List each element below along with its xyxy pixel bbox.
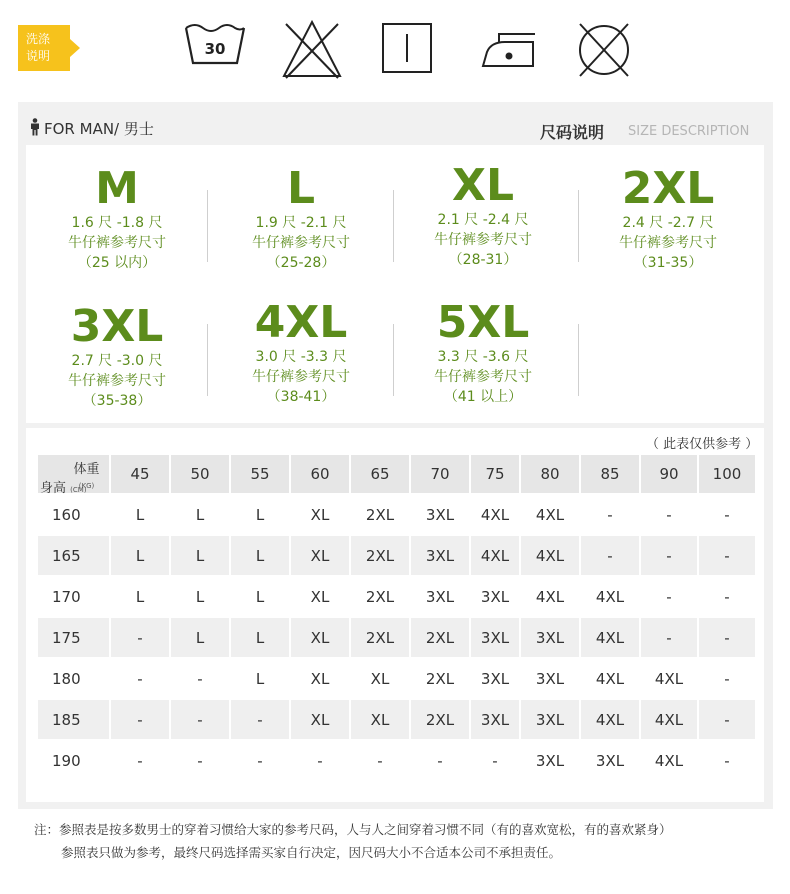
size-cell: 3XL (521, 700, 581, 741)
size-waist-range: （25-28） (266, 255, 336, 271)
iron-icon (475, 18, 539, 82)
size-cell: XL (291, 495, 351, 536)
size-cell: L (231, 536, 291, 577)
weight-header-cell: 65 (351, 455, 411, 495)
size-cell: L (171, 495, 231, 536)
table-header-row (38, 455, 757, 495)
wash-tag-line-2: 说明 (26, 49, 51, 63)
size-cell: 3XL (581, 741, 641, 782)
table-row (38, 700, 757, 741)
size-card-3xl (27, 303, 207, 411)
weight-header-cell: 80 (521, 455, 581, 495)
size-cell: L (171, 577, 231, 618)
size-card-4xl (211, 299, 391, 407)
weight-header-cell: 60 (291, 455, 351, 495)
size-description-subtitle: SIZE DESCRIPTION (628, 124, 750, 139)
size-cell: - (699, 577, 757, 618)
line-dry-icon (375, 18, 439, 82)
size-cell: 3XL (471, 659, 521, 700)
height-cell: 160 (38, 495, 111, 536)
size-cell: 4XL (471, 495, 521, 536)
height-label: 身高 (40, 481, 67, 496)
weight-header-cell: 90 (641, 455, 699, 495)
table-row (38, 741, 757, 782)
size-cell: L (171, 618, 231, 659)
size-jeans-ref: 牛仔裤参考尺寸 (434, 232, 532, 248)
size-cell: XL (351, 700, 411, 741)
for-man-text: FOR MAN/ 男士 (44, 120, 154, 138)
size-jeans-ref: 牛仔裤参考尺寸 (68, 373, 166, 389)
size-cell: 3XL (471, 700, 521, 741)
weight-header-cell: 55 (231, 455, 291, 495)
size-cell: 4XL (521, 577, 581, 618)
size-card-xl (393, 162, 573, 270)
size-cell: - (111, 700, 171, 741)
weight-header-cell: 85 (581, 455, 641, 495)
size-cell: - (699, 618, 757, 659)
size-card-l (211, 165, 391, 273)
footnote (34, 818, 672, 864)
size-cell: 2XL (351, 577, 411, 618)
weight-unit: (KG) (78, 482, 95, 490)
footnote-line-1: 注：参照表是按多数男士的穿着习惯给大家的参考尺码，人与人之间穿着习惯不同（有的喜欢宽松，有的喜欢紧身） (34, 822, 672, 837)
for-man-label (30, 118, 154, 140)
size-cell: 4XL (581, 659, 641, 700)
size-name: XL (452, 160, 514, 211)
size-card-2xl (578, 165, 758, 273)
size-cell: 4XL (641, 700, 699, 741)
no-dry-clean-icon (572, 18, 636, 82)
size-name: 5XL (436, 297, 530, 348)
size-cell: L (111, 536, 171, 577)
size-waist-range: （28-31） (448, 252, 518, 268)
size-cell: 2XL (411, 700, 471, 741)
table-row (38, 659, 757, 700)
height-cell: 190 (38, 741, 111, 782)
size-cell: XL (291, 618, 351, 659)
size-cell: 4XL (641, 659, 699, 700)
wash-tag-line-1: 洗涤 (26, 32, 51, 46)
size-cell: - (699, 495, 757, 536)
size-cell: 3XL (411, 577, 471, 618)
wash-instructions-tag (18, 25, 70, 71)
size-jeans-ref: 牛仔裤参考尺寸 (434, 369, 532, 385)
size-cell: - (641, 536, 699, 577)
divider (578, 324, 579, 396)
footnote-line-2: 参照表只做为参考，最终尺码选择需买家自行决定，因尺码大小不合适本公司不承担责任。 (61, 845, 562, 860)
size-cell: - (581, 495, 641, 536)
size-cell: 3XL (471, 618, 521, 659)
size-card-m (27, 165, 207, 273)
size-cell: L (231, 659, 291, 700)
no-bleach-icon (280, 18, 344, 82)
table-row (38, 618, 757, 659)
size-cell: 2XL (411, 659, 471, 700)
weight-header-cell: 75 (471, 455, 521, 495)
size-cell: - (581, 536, 641, 577)
size-height: 2.1 尺 -2.4 尺 (437, 212, 529, 228)
weight-header-cell: 100 (699, 455, 757, 495)
height-cell: 180 (38, 659, 111, 700)
size-cell: - (231, 741, 291, 782)
divider (207, 324, 208, 396)
size-cell: 3XL (471, 577, 521, 618)
size-cell: 3XL (411, 536, 471, 577)
size-name: M (95, 163, 139, 214)
size-cell: 2XL (351, 618, 411, 659)
size-cell: 4XL (641, 741, 699, 782)
size-name: 3XL (70, 301, 164, 352)
size-waist-range: （31-35） (633, 255, 703, 271)
size-cell: L (111, 577, 171, 618)
size-height: 2.7 尺 -3.0 尺 (71, 353, 163, 369)
size-jeans-ref: 牛仔裤参考尺寸 (619, 235, 717, 251)
wash-30-icon (183, 18, 247, 82)
size-cell: 4XL (581, 618, 641, 659)
weight-header-cell: 45 (111, 455, 171, 495)
size-cell: - (471, 741, 521, 782)
size-cell: 3XL (521, 741, 581, 782)
size-cell: - (171, 700, 231, 741)
size-cell: XL (291, 577, 351, 618)
size-cell: - (699, 536, 757, 577)
size-cell: L (231, 618, 291, 659)
size-name: 4XL (254, 297, 348, 348)
size-cell: XL (351, 659, 411, 700)
height-cell: 165 (38, 536, 111, 577)
size-cell: XL (291, 536, 351, 577)
size-height: 3.0 尺 -3.3 尺 (255, 349, 347, 365)
size-cell: - (171, 741, 231, 782)
table-row (38, 536, 757, 577)
size-cell: XL (291, 700, 351, 741)
size-cell: 4XL (471, 536, 521, 577)
size-cell: - (171, 659, 231, 700)
size-cell: - (699, 659, 757, 700)
size-waist-range: （35-38） (82, 393, 152, 409)
size-name: L (286, 163, 316, 214)
size-jeans-ref: 牛仔裤参考尺寸 (252, 369, 350, 385)
table-corner-cell (38, 455, 111, 495)
table-row (38, 495, 757, 536)
size-height: 3.3 尺 -3.6 尺 (437, 349, 529, 365)
size-cell: - (231, 700, 291, 741)
size-cell: 4XL (581, 700, 641, 741)
size-jeans-ref: 牛仔裤参考尺寸 (68, 235, 166, 251)
weight-label: 体重 (73, 462, 100, 477)
size-cell: - (411, 741, 471, 782)
table-row (38, 577, 757, 618)
size-cell: 3XL (521, 659, 581, 700)
height-cell: 185 (38, 700, 111, 741)
size-description-title: 尺码说明 (540, 123, 605, 142)
size-jeans-ref: 牛仔裤参考尺寸 (252, 235, 350, 251)
size-cell: L (171, 536, 231, 577)
size-cell: L (111, 495, 171, 536)
table-reference-note: （ 此表仅供参考 ） (646, 437, 759, 452)
size-cell: 2XL (411, 618, 471, 659)
size-waist-range: （25 以内） (77, 255, 157, 271)
man-silhouette-icon (30, 118, 40, 140)
size-cell: - (641, 577, 699, 618)
wash-temperature: 30 (204, 40, 226, 58)
size-cell: - (699, 741, 757, 782)
size-name: 2XL (621, 163, 715, 214)
weight-header-cell: 70 (411, 455, 471, 495)
size-cell: - (111, 659, 171, 700)
size-cell: L (231, 577, 291, 618)
size-cell: L (231, 495, 291, 536)
size-cell: XL (291, 659, 351, 700)
size-height: 1.9 尺 -2.1 尺 (255, 215, 347, 231)
size-cell: - (111, 741, 171, 782)
height-unit: (CM) (70, 486, 87, 494)
size-cell: 4XL (521, 536, 581, 577)
size-cell: - (699, 700, 757, 741)
size-cell: 2XL (351, 495, 411, 536)
size-cell: 3XL (521, 618, 581, 659)
size-height: 2.4 尺 -2.7 尺 (622, 215, 714, 231)
size-cell: - (351, 741, 411, 782)
height-cell: 170 (38, 577, 111, 618)
size-cell: 3XL (411, 495, 471, 536)
size-height: 1.6 尺 -1.8 尺 (71, 215, 163, 231)
size-cell: 2XL (351, 536, 411, 577)
size-cell: - (641, 495, 699, 536)
size-cell: 4XL (521, 495, 581, 536)
size-cell: - (641, 618, 699, 659)
size-waist-range: （38-41） (266, 389, 336, 405)
divider (207, 190, 208, 262)
size-waist-range: （41 以上） (443, 389, 523, 405)
size-chart-table (38, 455, 757, 782)
weight-header-cell: 50 (171, 455, 231, 495)
size-cell: - (291, 741, 351, 782)
size-cell: - (111, 618, 171, 659)
size-card-5xl (393, 299, 573, 407)
size-cell: 4XL (581, 577, 641, 618)
height-cell: 175 (38, 618, 111, 659)
